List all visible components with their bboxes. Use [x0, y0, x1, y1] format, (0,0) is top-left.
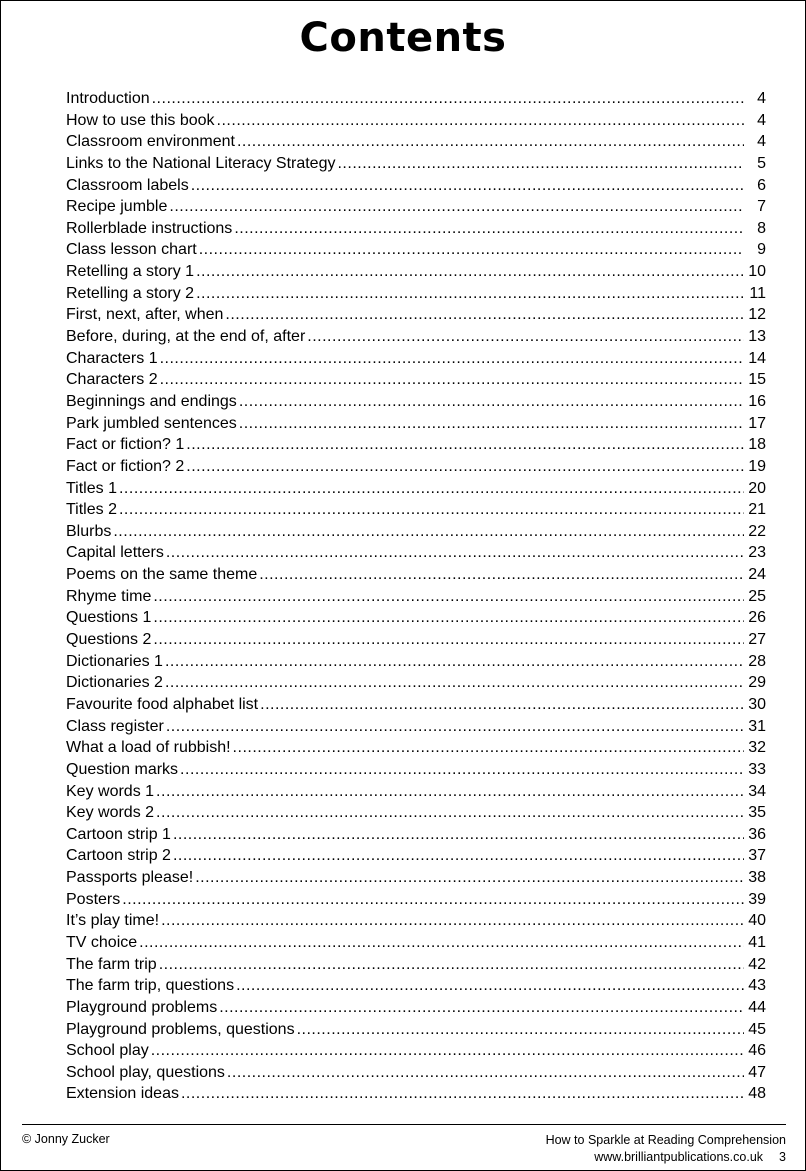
toc-dot-leader — [165, 672, 744, 694]
toc-entry-page: 26 — [748, 609, 766, 627]
toc-entry-title: Classroom environment — [66, 133, 235, 151]
toc-entry-title: Characters 1 — [66, 349, 158, 367]
toc-entry-page: 7 — [757, 198, 766, 216]
toc-entry-title: Class register — [66, 717, 164, 735]
toc-entry — [66, 975, 766, 997]
toc-entry — [66, 997, 766, 1019]
toc-dot-leader — [260, 694, 744, 716]
toc-dot-leader — [139, 932, 744, 954]
toc-entry — [66, 348, 766, 370]
toc-dot-leader — [119, 478, 744, 500]
toc-entry — [66, 304, 766, 326]
toc-entry-title: Extension ideas — [66, 1085, 179, 1103]
toc-entry-page: 47 — [748, 1063, 766, 1081]
toc-entry-title: Blurbs — [66, 522, 112, 540]
toc-entry-page: 42 — [748, 955, 766, 973]
toc-entry — [66, 889, 766, 911]
toc-entry-title: Retelling a story 1 — [66, 263, 195, 281]
toc-dot-leader — [196, 283, 744, 305]
toc-entry-title: What a load of rubbish! — [66, 739, 231, 757]
toc-entry — [66, 694, 766, 716]
toc-entry-page: 28 — [748, 652, 766, 670]
toc-dot-leader — [225, 304, 744, 326]
toc-dot-leader — [156, 781, 744, 803]
footer-copyright: © Jonny Zucker — [22, 1132, 110, 1146]
toc-entry-title: Characters 2 — [66, 371, 158, 389]
toc-entry — [66, 456, 766, 478]
toc-entry-page: 16 — [748, 392, 766, 410]
toc-entry-title: Retelling a story 2 — [66, 284, 195, 302]
toc-entry — [66, 716, 766, 738]
toc-entry-page: 13 — [748, 328, 766, 346]
toc-entry — [66, 1083, 766, 1105]
toc-dot-leader — [153, 629, 744, 651]
toc-dot-leader — [160, 348, 744, 370]
toc-entry — [66, 369, 766, 391]
toc-dot-leader — [186, 434, 744, 456]
toc-entry-title: Park jumbled sentences — [66, 414, 237, 432]
toc-dot-leader — [196, 261, 744, 283]
toc-entry-title: Playground problems, questions — [66, 1020, 295, 1038]
toc-dot-leader — [173, 845, 744, 867]
toc-entry-title: Rollerblade instructions — [66, 219, 233, 237]
toc-entry — [66, 867, 766, 889]
toc-entry-title: Question marks — [66, 760, 179, 778]
toc-entry-page: 5 — [757, 154, 766, 172]
toc-entry-page: 4 — [757, 133, 766, 151]
toc-entry-title: Key words 2 — [66, 804, 155, 822]
toc-dot-leader — [219, 997, 744, 1019]
toc-entry-title: Links to the National Literacy Strategy — [66, 154, 336, 172]
toc-entry-page: 15 — [748, 371, 766, 389]
toc-entry-title: Questions 2 — [66, 631, 152, 649]
toc-entry-page: 23 — [748, 544, 766, 562]
toc-entry-page: 11 — [749, 284, 766, 302]
toc-entry-page: 32 — [748, 739, 766, 757]
toc-dot-leader — [199, 239, 744, 261]
toc-entry-page: 45 — [748, 1020, 766, 1038]
toc-entry-page: 44 — [748, 998, 766, 1016]
toc-entry-page: 31 — [748, 717, 766, 735]
footer-info — [546, 1132, 786, 1166]
toc-entry-page: 18 — [748, 436, 766, 454]
toc-entry-page: 22 — [748, 522, 766, 540]
toc-entry-page: 38 — [748, 869, 766, 887]
toc-entry — [66, 802, 766, 824]
toc-dot-leader — [165, 651, 744, 673]
toc-entry-title: Recipe jumble — [66, 198, 168, 216]
toc-entry-title: The farm trip, questions — [66, 977, 235, 995]
toc-entry-title: Beginnings and endings — [66, 392, 237, 410]
toc-dot-leader — [307, 326, 744, 348]
toc-entry-page: 19 — [748, 457, 766, 475]
toc-entry-title: Capital letters — [66, 544, 164, 562]
toc-entry-page: 14 — [748, 349, 766, 367]
toc-entry-page: 24 — [748, 566, 766, 584]
toc-entry-title: Dictionaries 1 — [66, 652, 163, 670]
toc-entry — [66, 153, 766, 175]
toc-entry-title: The farm trip — [66, 955, 157, 973]
page-title: Contents — [299, 15, 507, 61]
toc-dot-leader — [259, 564, 744, 586]
toc-entry-title: Class lesson chart — [66, 241, 197, 259]
toc-dot-leader — [236, 975, 744, 997]
toc-entry-page: 10 — [748, 263, 766, 281]
toc-dot-leader — [239, 391, 744, 413]
toc-entry — [66, 564, 766, 586]
toc-entry-page: 25 — [748, 587, 766, 605]
toc-entry-title: Fact or fiction? 2 — [66, 457, 185, 475]
footer-website: www.brilliantpublications.co.uk — [594, 1150, 764, 1164]
footer-book-title: How to Sparkle at Reading Comprehension — [545, 1133, 786, 1147]
toc-entry-title: Rhyme time — [66, 587, 152, 605]
toc-entry — [66, 218, 766, 240]
toc-entry — [66, 175, 766, 197]
toc-entry — [66, 434, 766, 456]
toc-entry-title: Cartoon strip 2 — [66, 847, 171, 865]
toc-dot-leader — [173, 824, 744, 846]
toc-entry — [66, 1062, 766, 1084]
toc-entry-page: 40 — [748, 912, 766, 930]
toc-entry — [66, 261, 766, 283]
toc-dot-leader — [122, 889, 744, 911]
toc-dot-leader — [186, 456, 744, 478]
footer-divider — [22, 1124, 786, 1125]
toc-entry-title: It’s play time! — [66, 912, 160, 930]
toc-entry — [66, 391, 766, 413]
toc-entry — [66, 88, 766, 110]
toc-entry — [66, 1019, 766, 1041]
toc-entry-page: 46 — [748, 1042, 766, 1060]
toc-entry — [66, 239, 766, 261]
toc-dot-leader — [160, 369, 744, 391]
toc-entry-title: School play, questions — [66, 1063, 225, 1081]
toc-entry-page: 4 — [757, 90, 766, 107]
toc-dot-leader — [166, 542, 744, 564]
footer-page-number: 3 — [779, 1150, 786, 1164]
toc-entry-title: First, next, after, when — [66, 306, 224, 324]
toc-entry — [66, 110, 766, 132]
toc-entry — [66, 932, 766, 954]
toc-entry — [66, 759, 766, 781]
toc-dot-leader — [191, 175, 744, 197]
toc-entry-page: 43 — [748, 977, 766, 995]
toc-dot-leader — [234, 218, 744, 240]
toc-entry-title: Favourite food alphabet list — [66, 695, 259, 713]
toc-dot-leader — [153, 586, 744, 608]
toc-dot-leader — [159, 954, 744, 976]
toc-dot-leader — [119, 499, 744, 521]
toc-dot-leader — [227, 1062, 744, 1084]
footer-website-line — [546, 1149, 786, 1166]
toc-entry — [66, 413, 766, 435]
toc-dot-leader — [239, 413, 744, 435]
toc-entry-title: How to use this book — [66, 111, 215, 129]
toc-entry-page: 29 — [748, 674, 766, 692]
toc-entry — [66, 196, 766, 218]
toc-entry-page: 41 — [748, 933, 766, 951]
toc-entry — [66, 283, 766, 305]
toc-entry — [66, 629, 766, 651]
toc-dot-leader — [166, 716, 744, 738]
toc-dot-leader — [217, 110, 744, 132]
toc-entry-title: Questions 1 — [66, 609, 152, 627]
toc-entry — [66, 910, 766, 932]
toc-entry-page: 8 — [757, 219, 766, 237]
toc-entry-page: 21 — [748, 501, 766, 519]
toc-entry-page: 9 — [757, 241, 766, 259]
toc-dot-leader — [156, 802, 744, 824]
toc-entry-page: 12 — [748, 306, 766, 324]
toc-entry-title: Dictionaries 2 — [66, 674, 163, 692]
toc-entry-title: Before, during, at the end of, after — [66, 328, 306, 346]
toc-entry-page: 27 — [748, 631, 766, 649]
toc-entry-page: 33 — [748, 760, 766, 778]
toc-dot-leader — [180, 759, 744, 781]
toc-entry — [66, 521, 766, 543]
toc-entry-page: 37 — [748, 847, 766, 865]
toc-entry — [66, 478, 766, 500]
toc-entry-page: 36 — [748, 825, 766, 843]
toc-entry-title: Cartoon strip 1 — [66, 825, 171, 843]
toc-entry — [66, 824, 766, 846]
toc-entry-page: 4 — [757, 111, 766, 129]
toc-entry — [66, 542, 766, 564]
toc-entry-page: 34 — [748, 782, 766, 800]
toc-dot-leader — [161, 910, 744, 932]
toc-entry-page: 35 — [748, 804, 766, 822]
toc-entry-page: 17 — [748, 414, 766, 432]
toc-entry — [66, 845, 766, 867]
toc-entry-page: 20 — [748, 479, 766, 497]
toc-dot-leader — [237, 131, 744, 153]
toc-entry — [66, 672, 766, 694]
toc-entry-page: 39 — [748, 890, 766, 908]
toc-dot-leader — [152, 88, 744, 110]
toc-dot-leader — [153, 607, 744, 629]
toc-entry-title: Posters — [66, 890, 121, 908]
toc-dot-leader — [297, 1019, 744, 1041]
toc-entry — [66, 607, 766, 629]
toc-entry — [66, 781, 766, 803]
toc-entry-title: Titles 1 — [66, 479, 117, 497]
toc-dot-leader — [113, 521, 744, 543]
toc-entry-page: 6 — [757, 176, 766, 194]
toc-dot-leader — [195, 867, 744, 889]
toc-entry-title: Classroom labels — [66, 176, 189, 194]
toc-entry-title: School play — [66, 1042, 149, 1060]
toc-dot-leader — [169, 196, 744, 218]
toc-entry — [66, 737, 766, 759]
toc-entry-title: TV choice — [66, 933, 138, 951]
toc-entry — [66, 499, 766, 521]
toc-entry-title: Fact or fiction? 1 — [66, 436, 185, 454]
toc-entry — [66, 326, 766, 348]
toc-entry — [66, 651, 766, 673]
toc-entry-title: Passports please! — [66, 869, 194, 887]
table-of-contents — [66, 88, 766, 1105]
toc-entry-title: Titles 2 — [66, 501, 117, 519]
toc-dot-leader — [337, 153, 744, 175]
toc-dot-leader — [181, 1083, 744, 1105]
toc-entry-title: Introduction — [66, 90, 150, 107]
toc-entry — [66, 131, 766, 153]
toc-entry — [66, 1040, 766, 1062]
toc-dot-leader — [233, 737, 744, 759]
toc-entry-title: Key words 1 — [66, 782, 155, 800]
toc-entry-title: Poems on the same theme — [66, 566, 258, 584]
toc-entry — [66, 586, 766, 608]
toc-entry-page: 30 — [748, 695, 766, 713]
toc-entry-page: 48 — [748, 1085, 766, 1103]
toc-entry — [66, 954, 766, 976]
toc-dot-leader — [151, 1040, 744, 1062]
toc-entry-title: Playground problems — [66, 998, 218, 1016]
